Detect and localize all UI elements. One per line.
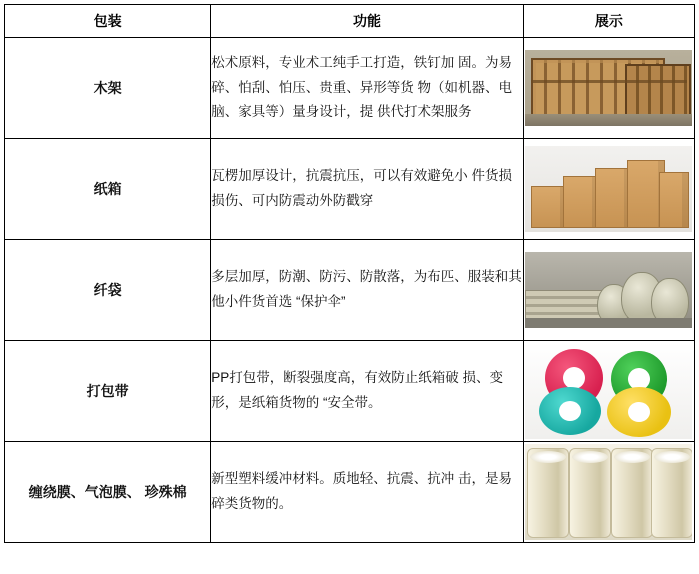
column-header-display: 展示 [523, 5, 694, 38]
woven-bags-photo [525, 252, 692, 328]
cell-function-text: 多层加厚，防潮、防污、防散落，为布匹、服装和其他小件货首选 “保护伞” [211, 240, 523, 341]
film-roll [527, 448, 569, 538]
cell-function-text: 松术原料，专业术工纯手工打造，铁钉加 固。为易碎、怕刮、怕压、贵重、异形等货 物（如机器、电脑、家具等）量身设计，提 供代打术架服务 [211, 38, 523, 139]
cell-package-name: 纤袋 [5, 240, 211, 341]
strapping-reels-photo [525, 343, 692, 439]
table-body [5, 38, 695, 543]
carton-box [659, 172, 689, 228]
cell-function-text: PP打包带，断裂强度高，有效防止纸箱破 损、变形，是纸箱货物的 “安全带。 [211, 341, 523, 442]
table-header-row [5, 5, 695, 38]
carton-box [595, 168, 631, 228]
cell-function-text: 新型塑料缓冲材料。质地轻、抗震、抗冲 击，是易碎类货物的。 [211, 442, 523, 543]
packaging-table [4, 4, 695, 543]
cell-display-image [523, 139, 694, 240]
crate-planks-secondary [625, 64, 691, 120]
table-row [5, 139, 695, 240]
film-roll [651, 448, 692, 538]
carton-boxes-photo [525, 146, 692, 232]
film-roll [569, 448, 611, 538]
column-header-function: 功能 [211, 5, 523, 38]
table-row [5, 442, 695, 543]
cell-package-name: 缠绕膜、气泡膜、 珍殊棉 [5, 442, 211, 543]
film-roll [611, 448, 653, 538]
table-row [5, 341, 695, 442]
crate-band [531, 80, 687, 83]
stretch-film-photo [525, 444, 692, 540]
reel-core [559, 401, 581, 421]
cell-display-image [523, 341, 694, 442]
warehouse-floor [525, 114, 692, 126]
warehouse-floor [525, 318, 692, 328]
cell-display-image [523, 240, 694, 341]
column-header-package: 包装 [5, 5, 211, 38]
wooden-crate-photo [525, 50, 692, 126]
cell-display-image [523, 442, 694, 543]
cell-package-name: 打包带 [5, 341, 211, 442]
reel-core [628, 402, 650, 422]
strapping-reel-yellow [607, 387, 671, 437]
table-row [5, 240, 695, 341]
cell-package-name: 纸箱 [5, 139, 211, 240]
cell-function-text: 瓦楞加厚设计，抗震抗压，可以有效避免小 件货损损伤、可内防震动外防戳穿 [211, 139, 523, 240]
reel-core [563, 367, 585, 389]
table-row [5, 38, 695, 139]
cell-package-name: 木架 [5, 38, 211, 139]
document-page [0, 4, 699, 574]
carton-box [531, 186, 567, 228]
strapping-reel-cyan [539, 387, 601, 435]
cell-display-image [523, 38, 694, 139]
table-header [5, 5, 695, 38]
carton-box [563, 176, 599, 228]
